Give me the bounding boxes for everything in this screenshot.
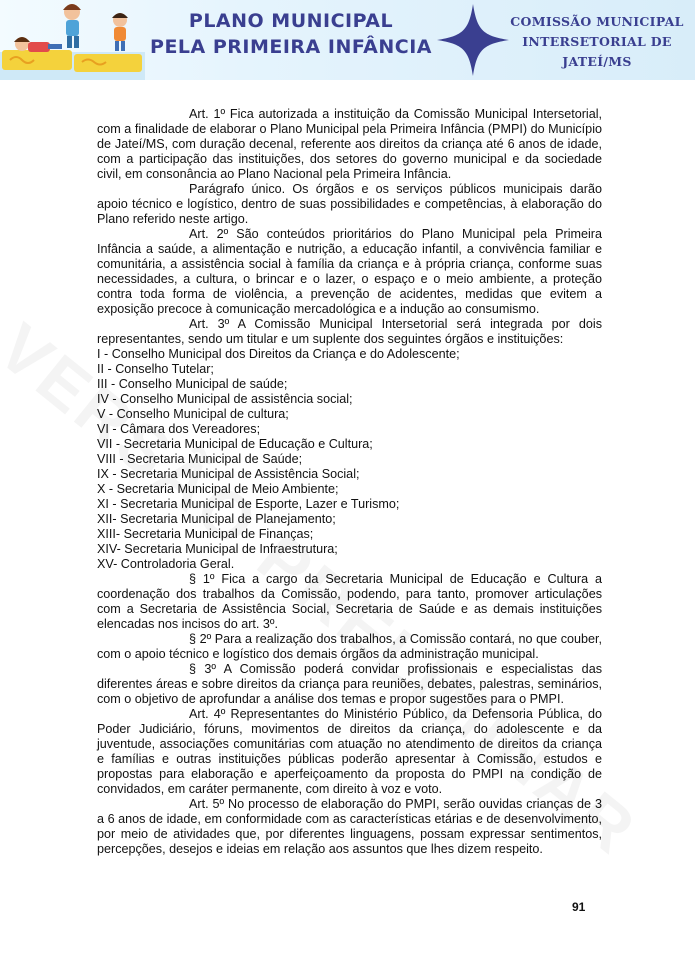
commission-title-line1: COMISSÃO MUNICIPAL	[510, 14, 684, 29]
page-number: 91	[572, 900, 586, 914]
commission-title-line2: INTERSETORIAL DE	[522, 34, 672, 49]
inciso-item: XV- Controladoria Geral.	[97, 557, 235, 571]
header-banner	[0, 0, 695, 80]
paragraph-1: § 1º Fica a cargo da Secretaria Municipal de Educação e Cultura a coordenação dos trabalhos da Comissão, podendo, para tanto, promover articulações com a Secretaria de Assistência Social, Secretaria de Saúde e as demais instituições elencadas nos incisos do art. 3º.	[97, 572, 602, 631]
paragraph-3: § 3º A Comissão poderá convidar profissionais e especialistas das diferentes áreas e sobre direitos da criança para reuniões, debates, palestras, seminários, com o objetivo de aprofundar a análise dos temas e propor sugestões para o PMPI.	[97, 662, 602, 706]
inciso-item: III - Conselho Municipal de saúde;	[97, 377, 288, 391]
children-illustration	[0, 0, 145, 80]
inciso-item: II - Conselho Tutelar;	[97, 362, 214, 376]
inciso-item: XIV- Secretaria Municipal de Infraestrutura;	[97, 542, 338, 556]
paragraph-2: § 2º Para a realização dos trabalhos, a Comissão contará, no que couber, com o apoio técnico e logístico dos demais órgãos da administração municipal.	[97, 632, 602, 661]
star-logo-icon	[437, 4, 509, 76]
document-body	[97, 107, 602, 857]
inciso-item: V - Conselho Municipal de cultura;	[97, 407, 289, 421]
inciso-item: I - Conselho Municipal dos Direitos da Criança e do Adolescente;	[97, 347, 460, 361]
inciso-item: IX - Secretaria Municipal de Assistência Social;	[97, 467, 360, 481]
plan-title-line2: PELA PRIMEIRA INFÂNCIA	[150, 36, 432, 58]
article-1: Art. 1º Fica autorizada a instituição da Comissão Municipal Intersetorial, com a finalidade de elaborar o Plano Municipal pela Primeira Infância (PMPI) do Município de Jateí/MS, com duração decenal, referente aos direitos da criança até 6 anos de idade, com a participação das instituições, dos setores do governo municipal e da sociedade civil, em consonância ao Plano Nacional pela Primeira Infância.	[97, 107, 602, 181]
inciso-item: XII- Secretaria Municipal de Planejamento;	[97, 512, 336, 526]
inciso-item: X - Secretaria Municipal de Meio Ambiente;	[97, 482, 339, 496]
article-3: Art. 3º A Comissão Municipal Intersetorial será integrada por dois representantes, sendo um titular e um suplente dos seguintes órgãos e instituições:	[97, 317, 602, 346]
inciso-item: VIII - Secretaria Municipal de Saúde;	[97, 452, 303, 466]
inciso-item: IV - Conselho Municipal de assistência social;	[97, 392, 353, 406]
commission-title-line3: JATEÍ/MS	[562, 54, 632, 69]
plan-title	[146, 8, 436, 60]
sole-paragraph: Parágrafo único. Os órgãos e os serviços públicos municipais darão apoio técnico e logístico, dentro de suas possibilidades e competências, à elaboração do Plano referido neste artigo.	[97, 182, 602, 226]
inciso-item: VI - Câmara dos Vereadores;	[97, 422, 261, 436]
article-5: Art. 5º No processo de elaboração do PMPI, serão ouvidas crianças de 3 a 6 anos de idade, em conformidade com as características etárias e de desenvolvimento, por meio de atividades que, por diferentes linguagens, possam expressar sentimentos, percepções, desejos e ideias em relação aos assuntos que lhes dizem respeito.	[97, 797, 602, 856]
plan-title-line1: PLANO MUNICIPAL	[188, 10, 394, 32]
incisos-list	[97, 347, 602, 572]
inciso-item: VII - Secretaria Municipal de Educação e Cultura;	[97, 437, 373, 451]
inciso-item: XIII- Secretaria Municipal de Finanças;	[97, 527, 314, 541]
article-4: Art. 4º Representantes do Ministério Público, da Defensoria Pública, do Poder Judiciário, fóruns, movimentos de direitos da criança, do adolescente e da juventude, associações comunitárias com atuação no atendimento de direitos da criança e famílias e outras instituições públicas poderão apresentar à Comissão, estudos e propostas para elaboração e aperfeiçoamento da proposta do PMPI na condição de convidados, em caráter permanente, com direito à voz e voto.	[97, 707, 602, 796]
article-2: Art. 2º São conteúdos prioritários do Plano Municipal pela Primeira Infância a saúde, a alimentação e nutrição, a educação infantil, a convivência familiar e comunitária, a assistência social à família da criança e à própria criança, conforme suas necessidades, a cultura, o brincar e o lazer, o espaço e o meio ambiente, a proteção contra toda forma de violência, a prevenção de acidentes, medidas que evitem a exposição precoce à comunicação mercadológica e a indução ao consumismo.	[97, 227, 602, 316]
inciso-item: XI - Secretaria Municipal de Esporte, Lazer e Turismo;	[97, 497, 400, 511]
commission-title	[504, 12, 690, 72]
